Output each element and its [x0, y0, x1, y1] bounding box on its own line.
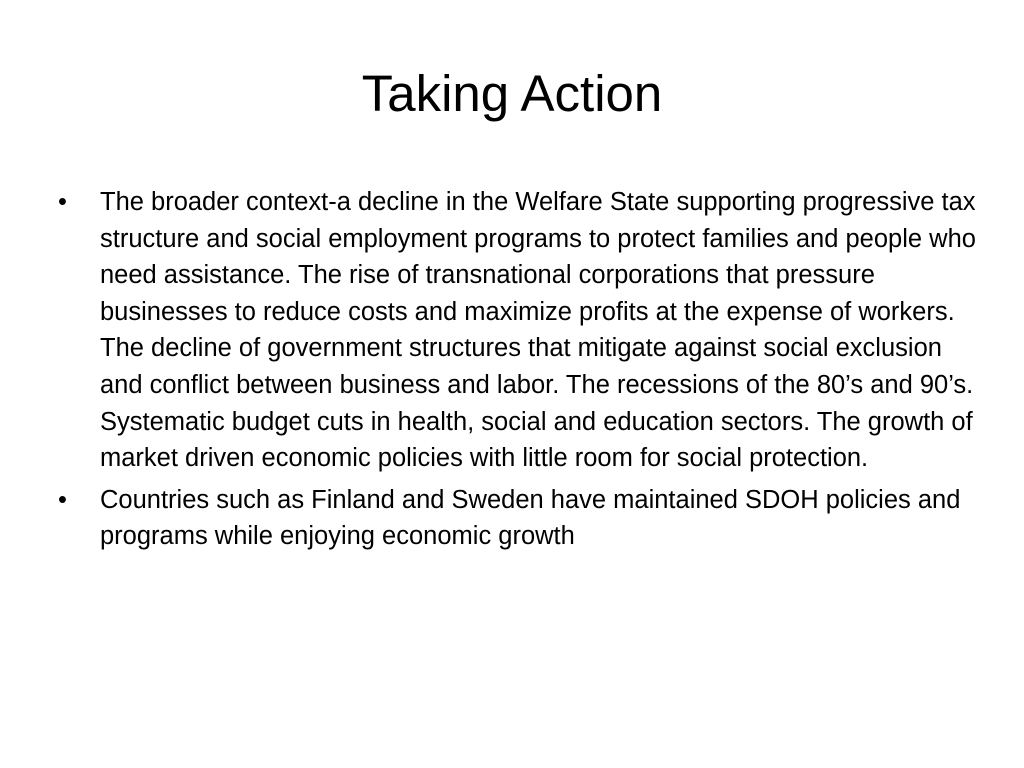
bullet-text: Countries such as Finland and Sweden have maintained SDOH policies and programs while enjoying economic growth [100, 485, 961, 551]
bullet-item [58, 482, 976, 555]
bullet-text: The broader context-a decline in the Welfare State supporting progressive tax structure and social employment programs to protect families and people who need assistance. The rise of transnational corporations that pressure businesses to reduce costs and maximize profits at the expense of workers. The decline of government structures that mitigate against social exclusion and conflict between business and labor. The recessions of the 80’s and 90’s. Systematic budget cuts in health, social and education sectors. The growth of market driven economic policies with little room for social protection. [100, 188, 976, 473]
bullet-dot-icon: • [58, 485, 67, 514]
bullet-item [58, 184, 976, 477]
bullet-dot-icon: • [58, 188, 67, 216]
slide-title: Taking Action [361, 65, 663, 122]
bullet-list [58, 184, 976, 560]
